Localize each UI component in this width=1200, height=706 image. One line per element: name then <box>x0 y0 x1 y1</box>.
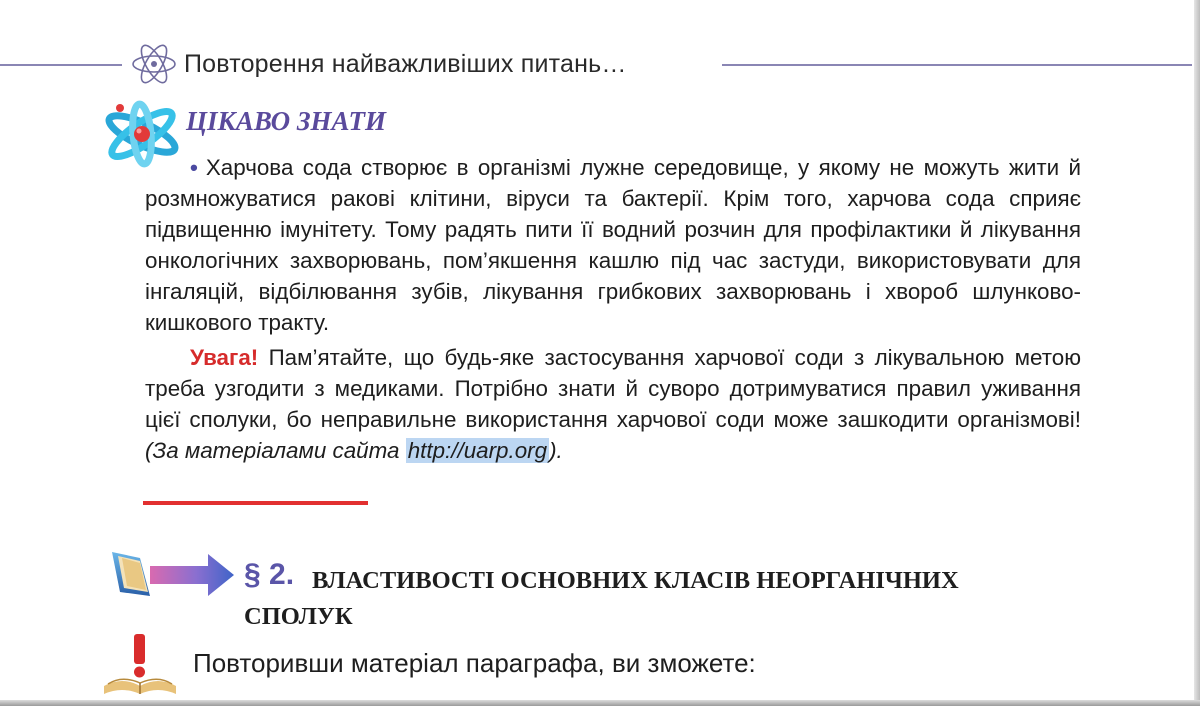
fact-paragraph-1 <box>145 153 1081 338</box>
source-prefix: (За матеріалами сайта <box>145 437 406 463</box>
warning-label: Увага! <box>190 345 259 370</box>
bullet-marker: • <box>190 155 198 180</box>
section-title-line-1: ВЛАСТИВОСТІ ОСНОВНИХ КЛАСІВ НЕОРГАНІЧНИХ <box>312 567 959 594</box>
page-bottom-edge <box>0 700 1200 706</box>
section-number: § 2. <box>244 558 295 591</box>
page-right-edge <box>1194 0 1200 706</box>
fact-paragraph-1-text: Харчова сода створює в організмі лужне середовище, у якому не можуть жити й розмножуватися ракові клітини, віруси та бактерії. Крім того, харчова сода сприяє підвищенню імунітету. Тому радять пити її водний розчин для профілактики й лікування онкологічних захворювань, пом’якшення кашлю під час застуди, використовувати для інгаляцій, відбілювання зубів, лікування грибкових захворювань і хвороб шлунково-кишкового тракту. <box>145 155 1081 335</box>
source-suffix: ). <box>549 437 563 463</box>
chapter-header-title: Повторення найважливіших питань… <box>184 50 627 78</box>
fact-paragraph-2 <box>145 343 1081 467</box>
book-arrow-icon <box>110 546 236 604</box>
header-rule-right <box>722 64 1192 66</box>
fact-paragraph-2-text: Пам’ятайте, що будь-яке застосування харчової соди з лікувальною метою треба узгодити з медиками. Потрібно знати й суворо дотримуватися правил уживання цієї сполуки, бо неправильне використання харчової соди може зашкодити організмові! <box>145 345 1081 432</box>
section-title <box>244 563 1072 635</box>
header-rule-left <box>0 64 122 66</box>
atom-icon <box>130 40 178 88</box>
section-title-line-2: СПОЛУК <box>244 603 353 630</box>
fact-box-heading: ЦІКАВО ЗНАТИ <box>186 106 387 136</box>
exclamation-book-icon <box>100 632 180 698</box>
source-link[interactable]: http://uarp.org <box>407 437 548 463</box>
link-red-underline <box>143 501 368 505</box>
learning-goals-intro: Повторивши матеріал параграфа, ви зможете: <box>193 648 756 678</box>
